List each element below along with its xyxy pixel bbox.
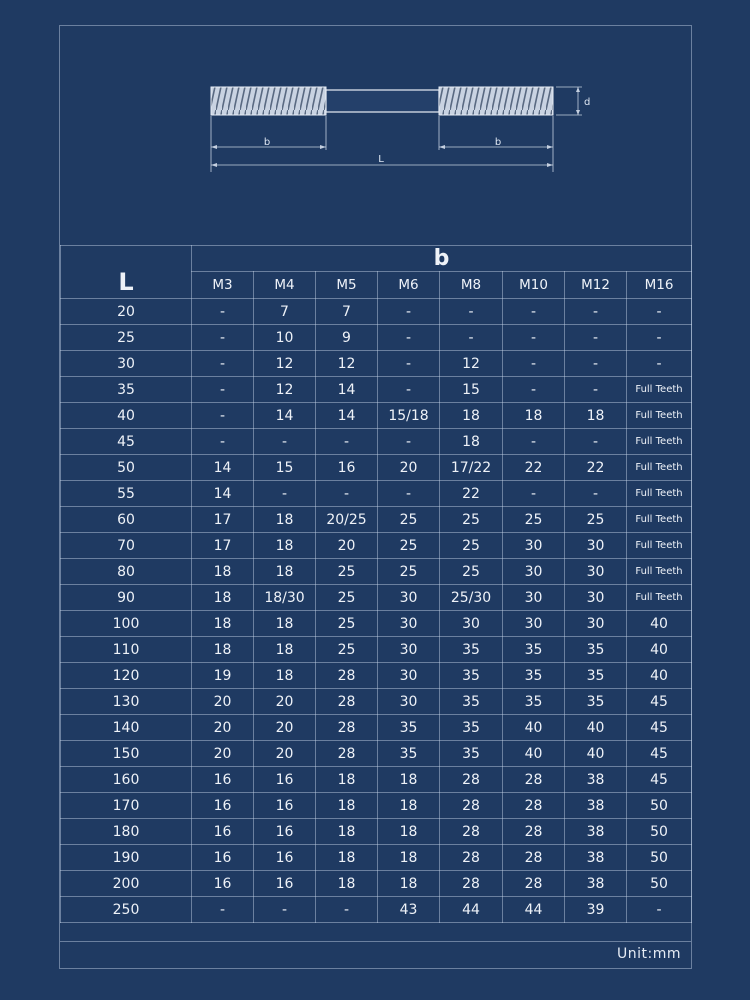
thread-length-cell: 17: [192, 507, 254, 533]
thread-length-cell: 18: [378, 793, 440, 819]
thread-length-cell: 44: [503, 897, 565, 923]
thread-length-cell: 25: [378, 507, 440, 533]
thread-length-cell: -: [503, 429, 565, 455]
b-header: b: [192, 246, 692, 272]
thread-length-cell: 18: [565, 403, 627, 429]
length-cell: 50: [61, 455, 192, 481]
thread-length-cell: 35: [440, 663, 503, 689]
thread-length-cell: -: [378, 481, 440, 507]
thread-length-cell: 18: [378, 767, 440, 793]
thread-length-cell: 25: [440, 559, 503, 585]
thread-length-cell: 38: [565, 767, 627, 793]
thread-length-cell: 45: [627, 741, 692, 767]
thread-length-cell: 35: [440, 637, 503, 663]
thread-length-cell: 28: [503, 767, 565, 793]
thread-length-cell: 18: [192, 637, 254, 663]
thread-length-cell: 12: [316, 351, 378, 377]
thread-length-cell: -: [254, 897, 316, 923]
thread-length-cell: 16: [192, 819, 254, 845]
thread-length-cell: -: [192, 351, 254, 377]
thread-length-cell: 15: [440, 377, 503, 403]
table-row: [61, 637, 692, 663]
length-cell: 170: [61, 793, 192, 819]
size-header-m6: M6: [378, 272, 440, 299]
thread-length-cell: -: [192, 429, 254, 455]
thread-length-cell: 28: [503, 845, 565, 871]
thread-length-cell: 44: [440, 897, 503, 923]
thread-length-cell: 28: [316, 689, 378, 715]
thread-length-cell: 18: [316, 845, 378, 871]
length-cell: 180: [61, 819, 192, 845]
thread-length-cell: Full Teeth: [627, 455, 692, 481]
length-cell: 55: [61, 481, 192, 507]
length-cell: 100: [61, 611, 192, 637]
length-cell: 140: [61, 715, 192, 741]
table-row: [61, 585, 692, 611]
thread-length-cell: 50: [627, 793, 692, 819]
thread-length-cell: 12: [254, 377, 316, 403]
thread-length-cell: 14: [254, 403, 316, 429]
thread-length-cell: 9: [316, 325, 378, 351]
thread-length-cell: Full Teeth: [627, 559, 692, 585]
thread-length-cell: 28: [440, 767, 503, 793]
thread-length-cell: -: [254, 429, 316, 455]
thread-length-cell: 25: [440, 533, 503, 559]
table-row: [61, 403, 692, 429]
thread-length-cell: 18: [440, 429, 503, 455]
size-header-m5: M5: [316, 272, 378, 299]
thread-length-cell: 14: [192, 481, 254, 507]
table-row: [61, 845, 692, 871]
thread-length-cell: 25: [565, 507, 627, 533]
thread-length-cell: 18: [378, 819, 440, 845]
thread-length-cell: Full Teeth: [627, 507, 692, 533]
thread-length-cell: 18: [316, 793, 378, 819]
thread-length-cell: Full Teeth: [627, 377, 692, 403]
thread-length-cell: 20: [378, 455, 440, 481]
thread-length-cell: 40: [627, 663, 692, 689]
thread-length-cell: 18: [254, 533, 316, 559]
unit-label: Unit:mm: [617, 946, 681, 962]
thread-length-cell: 16: [254, 793, 316, 819]
length-cell: 70: [61, 533, 192, 559]
thread-length-cell: 17: [192, 533, 254, 559]
thread-length-cell: 30: [378, 689, 440, 715]
thread-length-cell: 20: [192, 689, 254, 715]
dim-b-right: b: [494, 137, 502, 148]
thread-length-cell: 20/25: [316, 507, 378, 533]
size-header-m4: M4: [254, 272, 316, 299]
thread-length-cell: 16: [254, 845, 316, 871]
thread-length-cell: 50: [627, 819, 692, 845]
thread-length-cell: 35: [440, 715, 503, 741]
length-cell: 35: [61, 377, 192, 403]
thread-length-cell: -: [627, 299, 692, 325]
table-row: [61, 455, 692, 481]
thread-length-cell: 18: [378, 871, 440, 897]
thread-length-cell: -: [192, 403, 254, 429]
thread-length-cell: 40: [565, 715, 627, 741]
thread-length-cell: 38: [565, 819, 627, 845]
thread-length-cell: -: [627, 351, 692, 377]
thread-length-cell: 18: [316, 819, 378, 845]
thread-length-cell: 30: [378, 611, 440, 637]
thread-length-cell: 18/30: [254, 585, 316, 611]
stud-bolt-diagram: [60, 26, 691, 245]
length-thread-table: [60, 245, 692, 923]
thread-length-cell: 20: [254, 741, 316, 767]
thread-length-cell: -: [378, 429, 440, 455]
thread-length-cell: 25: [440, 507, 503, 533]
table-row: [61, 611, 692, 637]
thread-length-cell: -: [192, 377, 254, 403]
thread-length-cell: -: [565, 377, 627, 403]
thread-length-cell: 35: [378, 715, 440, 741]
thread-length-cell: -: [378, 299, 440, 325]
length-cell: 200: [61, 871, 192, 897]
thread-length-cell: -: [192, 299, 254, 325]
thread-length-cell: 18: [378, 845, 440, 871]
thread-length-cell: 30: [378, 637, 440, 663]
length-cell: 150: [61, 741, 192, 767]
thread-length-cell: 35: [503, 689, 565, 715]
table-row: [61, 897, 692, 923]
thread-length-cell: 7: [254, 299, 316, 325]
thread-length-cell: 16: [192, 871, 254, 897]
thread-length-cell: 14: [316, 403, 378, 429]
thread-length-cell: 28: [316, 715, 378, 741]
thread-length-cell: 35: [440, 689, 503, 715]
thread-length-cell: 50: [627, 845, 692, 871]
length-cell: 110: [61, 637, 192, 663]
thread-length-cell: -: [565, 325, 627, 351]
thread-length-cell: 40: [503, 715, 565, 741]
thread-length-cell: 15/18: [378, 403, 440, 429]
thread-length-cell: 40: [627, 611, 692, 637]
thread-length-cell: 35: [565, 637, 627, 663]
length-cell: 120: [61, 663, 192, 689]
thread-length-cell: 18: [192, 611, 254, 637]
thread-length-cell: 30: [503, 585, 565, 611]
thread-length-cell: Full Teeth: [627, 429, 692, 455]
table-body: [61, 299, 692, 923]
thread-length-cell: 38: [565, 793, 627, 819]
thread-length-cell: 20: [192, 715, 254, 741]
thread-length-cell: 30: [565, 585, 627, 611]
shank: [326, 90, 439, 112]
thread-length-cell: 18: [254, 507, 316, 533]
thread-length-cell: 16: [254, 819, 316, 845]
thread-length-cell: 39: [565, 897, 627, 923]
thread-length-cell: -: [565, 299, 627, 325]
thread-length-cell: 22: [440, 481, 503, 507]
thread-length-cell: 18: [316, 871, 378, 897]
length-cell: 25: [61, 325, 192, 351]
thread-length-cell: -: [503, 299, 565, 325]
left-thread: [211, 87, 326, 115]
thread-length-cell: 12: [254, 351, 316, 377]
thread-length-cell: 45: [627, 689, 692, 715]
thread-length-cell: -: [627, 325, 692, 351]
thread-length-cell: Full Teeth: [627, 403, 692, 429]
thread-length-cell: 10: [254, 325, 316, 351]
thread-length-cell: 22: [565, 455, 627, 481]
length-cell: 30: [61, 351, 192, 377]
table-row: [61, 871, 692, 897]
thread-length-cell: -: [316, 897, 378, 923]
thread-length-cell: -: [503, 351, 565, 377]
thread-length-cell: 28: [503, 793, 565, 819]
thread-length-cell: 25: [316, 559, 378, 585]
thread-length-cell: -: [378, 351, 440, 377]
thread-length-cell: Full Teeth: [627, 585, 692, 611]
length-cell: 130: [61, 689, 192, 715]
table-row: [61, 793, 692, 819]
thread-length-cell: 30: [378, 663, 440, 689]
thread-length-cell: 30: [565, 533, 627, 559]
thread-length-cell: 38: [565, 845, 627, 871]
length-cell: 160: [61, 767, 192, 793]
thread-length-cell: Full Teeth: [627, 533, 692, 559]
dim-L: L: [378, 154, 384, 165]
thread-length-cell: 18: [254, 637, 316, 663]
thread-length-cell: 20: [254, 715, 316, 741]
thread-length-cell: 30: [503, 611, 565, 637]
dim-d: d: [584, 97, 591, 108]
right-thread: [439, 87, 553, 115]
table-row: [61, 663, 692, 689]
thread-length-cell: -: [254, 481, 316, 507]
thread-length-cell: -: [440, 325, 503, 351]
thread-length-cell: 35: [503, 663, 565, 689]
thread-length-cell: 35: [503, 637, 565, 663]
table-row: [61, 507, 692, 533]
thread-length-cell: -: [503, 325, 565, 351]
thread-length-cell: 30: [378, 585, 440, 611]
thread-length-cell: -: [316, 429, 378, 455]
size-header-m12: M12: [565, 272, 627, 299]
thread-length-cell: 14: [316, 377, 378, 403]
thread-length-cell: -: [565, 429, 627, 455]
size-header-m16: M16: [627, 272, 692, 299]
table-row: [61, 351, 692, 377]
thread-length-cell: 25: [316, 585, 378, 611]
table-row: [61, 325, 692, 351]
thread-length-cell: 30: [440, 611, 503, 637]
thread-length-cell: Full Teeth: [627, 481, 692, 507]
size-header-m8: M8: [440, 272, 503, 299]
thread-length-cell: 18: [254, 663, 316, 689]
thread-length-cell: -: [378, 325, 440, 351]
thread-length-cell: 25/30: [440, 585, 503, 611]
thread-length-cell: 7: [316, 299, 378, 325]
thread-length-cell: -: [565, 481, 627, 507]
length-cell: 40: [61, 403, 192, 429]
thread-length-cell: 30: [503, 533, 565, 559]
thread-length-cell: 18: [316, 767, 378, 793]
unit-footer: [60, 941, 691, 968]
length-cell: 80: [61, 559, 192, 585]
thread-length-cell: 40: [565, 741, 627, 767]
thread-length-cell: -: [316, 481, 378, 507]
thread-length-cell: 28: [440, 845, 503, 871]
thread-length-cell: 16: [192, 767, 254, 793]
thread-length-cell: 30: [565, 611, 627, 637]
thread-length-cell: 25: [378, 559, 440, 585]
thread-length-cell: 20: [254, 689, 316, 715]
table-row: [61, 741, 692, 767]
thread-length-cell: 18: [192, 559, 254, 585]
thread-length-cell: 40: [627, 637, 692, 663]
thread-length-cell: 35: [565, 689, 627, 715]
table-row: [61, 689, 692, 715]
table-row: [61, 767, 692, 793]
thread-length-cell: 25: [316, 611, 378, 637]
thread-length-cell: 45: [627, 715, 692, 741]
length-cell: 20: [61, 299, 192, 325]
table-row: [61, 533, 692, 559]
thread-length-cell: 20: [316, 533, 378, 559]
length-cell: 60: [61, 507, 192, 533]
length-cell: 190: [61, 845, 192, 871]
dim-b-left: b: [263, 137, 271, 148]
thread-length-cell: 28: [316, 741, 378, 767]
thread-length-cell: 16: [254, 767, 316, 793]
size-header-m3: M3: [192, 272, 254, 299]
thread-length-cell: 35: [378, 741, 440, 767]
thread-length-cell: 28: [440, 793, 503, 819]
thread-length-cell: 28: [440, 819, 503, 845]
l-column-header: L: [61, 246, 192, 299]
size-header-m10: M10: [503, 272, 565, 299]
thread-length-cell: 16: [192, 793, 254, 819]
table-row: [61, 819, 692, 845]
thread-length-cell: 28: [316, 663, 378, 689]
length-cell: 250: [61, 897, 192, 923]
thread-length-cell: -: [565, 351, 627, 377]
table-row: [61, 429, 692, 455]
thread-length-cell: 17/22: [440, 455, 503, 481]
thread-length-cell: 45: [627, 767, 692, 793]
thread-length-cell: -: [192, 325, 254, 351]
table-row: [61, 299, 692, 325]
thread-length-cell: 28: [440, 871, 503, 897]
thread-length-cell: 16: [316, 455, 378, 481]
thread-length-cell: -: [503, 481, 565, 507]
spec-sheet: [59, 25, 692, 969]
double-end-stud-drawing: [60, 26, 691, 245]
thread-length-cell: 16: [192, 845, 254, 871]
thread-length-cell: 12: [440, 351, 503, 377]
thread-length-cell: 16: [254, 871, 316, 897]
thread-length-cell: 35: [565, 663, 627, 689]
thread-length-cell: 30: [565, 559, 627, 585]
table-row: [61, 715, 692, 741]
thread-length-cell: -: [192, 897, 254, 923]
thread-length-cell: 22: [503, 455, 565, 481]
thread-length-cell: 38: [565, 871, 627, 897]
table-row: [61, 377, 692, 403]
table-row: [61, 559, 692, 585]
thread-length-cell: 28: [503, 819, 565, 845]
thread-length-cell: 19: [192, 663, 254, 689]
thread-length-cell: 20: [192, 741, 254, 767]
thread-length-cell: 40: [503, 741, 565, 767]
thread-length-cell: 18: [254, 559, 316, 585]
thread-length-cell: 18: [192, 585, 254, 611]
length-cell: 45: [61, 429, 192, 455]
thread-length-cell: -: [378, 377, 440, 403]
thread-length-cell: 35: [440, 741, 503, 767]
length-cell: 90: [61, 585, 192, 611]
thread-length-cell: 18: [254, 611, 316, 637]
thread-length-cell: 14: [192, 455, 254, 481]
thread-length-cell: 30: [503, 559, 565, 585]
thread-length-cell: 43: [378, 897, 440, 923]
thread-length-cell: 50: [627, 871, 692, 897]
thread-length-cell: 18: [440, 403, 503, 429]
thread-length-cell: 18: [503, 403, 565, 429]
thread-length-cell: 15: [254, 455, 316, 481]
thread-length-cell: 25: [316, 637, 378, 663]
thread-length-cell: -: [627, 897, 692, 923]
thread-length-cell: -: [503, 377, 565, 403]
table-row: [61, 481, 692, 507]
thread-length-cell: 25: [503, 507, 565, 533]
thread-length-cell: -: [440, 299, 503, 325]
thread-length-cell: 25: [378, 533, 440, 559]
thread-length-cell: 28: [503, 871, 565, 897]
